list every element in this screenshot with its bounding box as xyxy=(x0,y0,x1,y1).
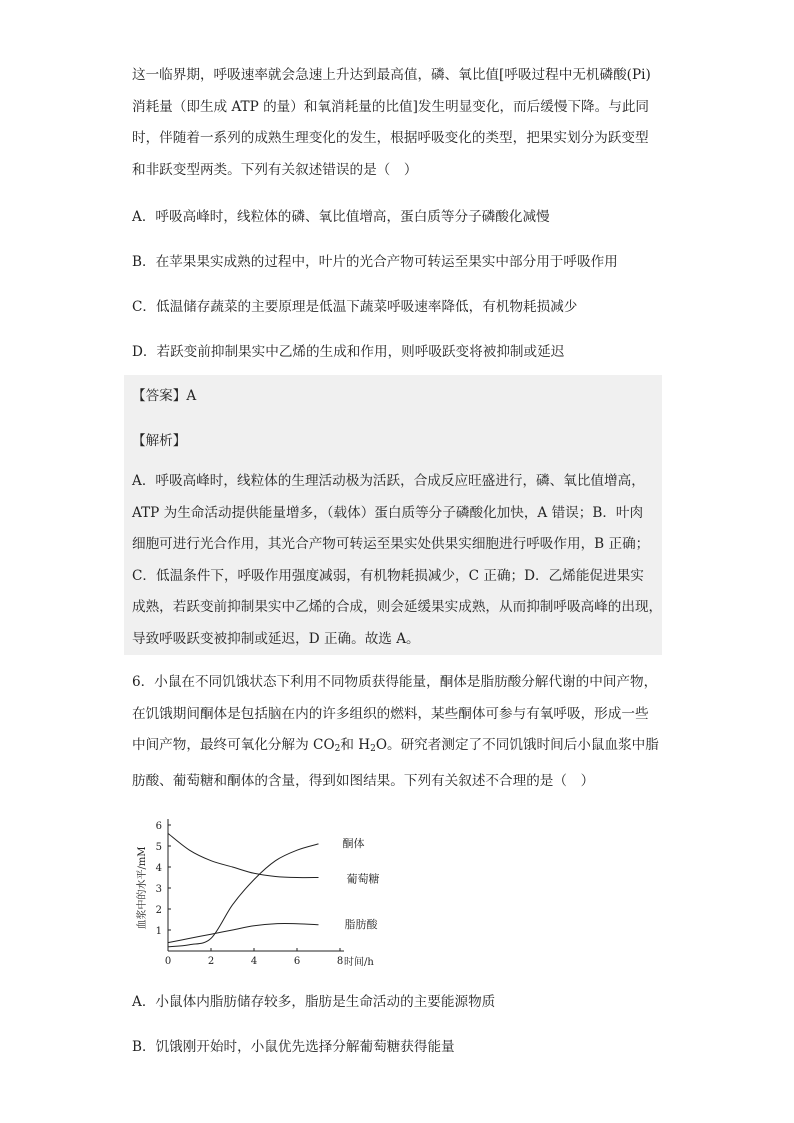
analysis-line-2: ATP 为生命活动提供能量增多，（载体）蛋白质等分子磷酸化加快，A 错误；B．叶肉 xyxy=(132,504,644,521)
q5-option-a: A．呼吸高峰时，线粒体的磷、氧比值增高，蛋白质等分子磷酸化减慢 xyxy=(132,209,550,225)
y-tick-label: 3 xyxy=(155,884,162,895)
y-axis-title: 血浆中的水平/mM xyxy=(137,846,148,930)
analysis-text xyxy=(132,466,670,655)
q6-line3-part-a: 中间产物，最终可氧化分解为 CO xyxy=(132,737,335,753)
x-tick-label: 0 xyxy=(164,956,172,967)
y-tick-label: 2 xyxy=(155,905,162,916)
q6-stem-line-4: 肪酸、葡萄糖和酮体的含量，得到如图结果。下列有关叙述不合理的是（ ） xyxy=(132,772,595,789)
q5-option-d: D．若跃变前抑制果实中乙烯的生成和作用，则呼吸跃变将被抑制或延迟 xyxy=(132,344,565,360)
x-tick-label: 4 xyxy=(250,956,258,967)
q5-stem-line-4: 和非跃变型两类。下列有关叙述错误的是（ ） xyxy=(132,161,418,178)
x-axis-title: 时间/h xyxy=(344,957,374,968)
co2-subscript: 2 xyxy=(334,744,341,754)
analysis-line-1: A．呼吸高峰时，线粒体的生理活动极为活跃，合成反应旺盛进行，磷、氧比值增高， xyxy=(132,473,645,489)
chart-labels xyxy=(135,836,380,968)
blood-level-chart xyxy=(130,808,410,973)
answer-label: 【答案】A xyxy=(132,388,197,404)
q6-option-a: A．小鼠体内脂肪储存较多，脂肪是生命活动的主要能源物质 xyxy=(132,994,496,1010)
series-label: 葡萄糖 xyxy=(346,872,380,886)
q5-option-c: C．低温储存蔬菜的主要原理是低温下蔬菜呼吸速率降低，有机物耗损减少 xyxy=(132,299,578,315)
q5-stem-line-2: 消耗量（即生成 ATP 的量）和氧消耗量的比值]发生明显变化，而后缓慢下降。与此同 xyxy=(132,98,650,115)
y-tick-label: 5 xyxy=(155,842,162,853)
q6-line3-part-b: 和 H xyxy=(340,737,371,753)
analysis-line-3: 细胞可进行光合作用，其光合产物可转运至果实处供果实细胞进行呼吸作用，B 正确； xyxy=(132,536,650,552)
chart-axes xyxy=(168,819,344,951)
series-label: 酮体 xyxy=(342,836,365,850)
x-tick-label: 8 xyxy=(336,956,344,967)
q6-line3-part-c: O。研究者测定了不同饥饿时间后小鼠血浆中脂 xyxy=(375,737,659,753)
q5-option-b: B．在苹果果实成熟的过程中，叶片的光合产物可转运至果实中部分用于呼吸作用 xyxy=(132,254,618,270)
analysis-line-6: 导致呼吸跃变被抑制或延迟，D 正确。故选 A。 xyxy=(132,630,420,647)
analysis-line-4: C．低温条件下，呼吸作用强度减弱，有机物耗损减少，C 正确；D．乙烯能促进果实 xyxy=(132,567,644,584)
q6-stem-line-2: 在饥饿期间酮体是包括脑在内的许多组织的燃料，某些酮体可参与有氧呼吸，形成一些 xyxy=(132,705,649,722)
q6-stem-line-3 xyxy=(132,730,670,766)
series-line xyxy=(168,844,319,947)
analysis-line-5: 成熟，若跃变前抑制果实中乙烯的合成，则会延缓果实成熟，从而抑制呼吸高峰的出现， xyxy=(132,599,663,615)
y-tick-label: 6 xyxy=(155,821,162,832)
q5-stem-line-1: 这一临界期，呼吸速率就会急速上升达到最高值，磷、氧比值[呼吸过程中无机磷酸(Pi) xyxy=(132,67,651,83)
q5-stem xyxy=(132,60,670,186)
h2o-subscript: 2 xyxy=(370,744,376,754)
q6-stem-line-1: 6．小鼠在不同饥饿状态下利用不同物质获得能量，酮体是脂肪酸分解代谢的中间产物， xyxy=(132,674,658,690)
x-tick-label: 2 xyxy=(207,956,215,967)
series-line xyxy=(168,833,319,877)
series-line xyxy=(168,923,319,942)
q6-stem xyxy=(132,667,670,797)
series-label: 脂肪酸 xyxy=(344,917,378,931)
q5-stem-line-3: 时，伴随着一系列的成熟生理变化的发生，根据呼吸变化的类型，把果实划分为跃变型 xyxy=(132,130,649,146)
x-tick-label: 6 xyxy=(293,956,301,967)
y-tick-label: 1 xyxy=(155,926,162,937)
y-tick-label: 4 xyxy=(155,863,162,874)
analysis-label: 【解析】 xyxy=(132,433,187,449)
chart-series xyxy=(168,833,319,946)
q6-option-b: B．饥饿刚开始时，小鼠优先选择分解葡萄糖获得能量 xyxy=(132,1039,455,1055)
